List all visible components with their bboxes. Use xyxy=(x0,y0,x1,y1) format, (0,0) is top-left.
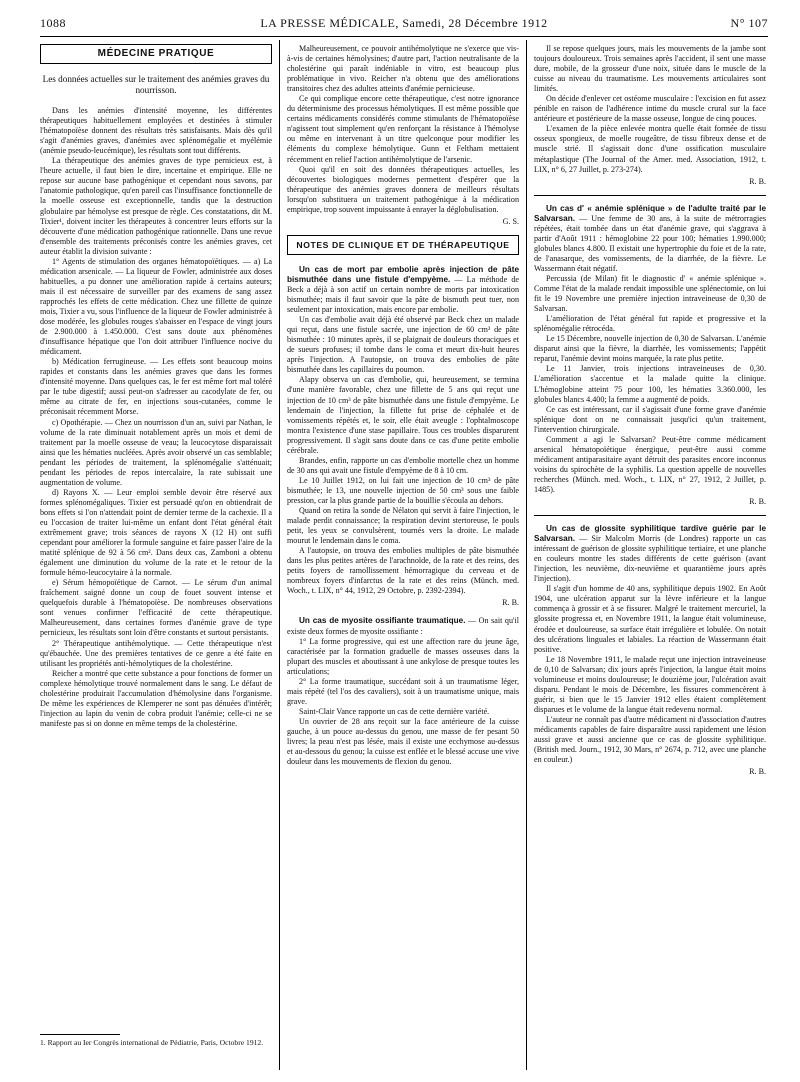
paragraph: Malheureusement, ce pouvoir antihémolytique ne s'exerce que vis-à-vis de certaines hémolysines; d'autre part, l'action neutralisante de la cholestérine qui paraît indéniable in vitro, est beaucoup plus problématique in vivo. Reicher n'a obtenu que des améliorations transitoires chez des adultes atteints d'anémie pernicieuse. xyxy=(287,44,519,94)
paragraph: Ce qui complique encore cette thérapeutique, c'est notre ignorance du déterminisme des processus hémolytiques. Il est même possible que certains médicaments considérés comme stimulants de l'hématopoïèse n'agissent tout simplement qu'en renforçant la résistance à l'hémolyse ou même en intervenant à un titre quelconque pour modifier les éléments du complexe hémolytique. Gunn et Feltham mettaient récemment en relief l'action antihémolytique de l'arsenic. xyxy=(287,94,519,164)
paragraph: — La méthode de Beck a déjà à son actif un certain nombre de morts par intoxication bismuthée; mais il faut savoir que la pâte de bismuth peut tuer, non seulement par intoxication, mais encore par embolie. xyxy=(287,274,519,315)
paragraph: Quand on retira la sonde de Nélaton qui servit à faire l'injection, le malade perdit connaissance; la respiration devint stertoreuse, le pouls petit, les yeux se convulsèrent, tournés vers la droite. Le malade mourut le lendemain dans le coma. xyxy=(287,506,519,546)
section-title: NOTES DE CLINIQUE ET DE THÉRAPEUTIQUE xyxy=(287,235,519,255)
issue-number: N° 107 xyxy=(730,16,768,30)
paragraph: Un ouvrier de 28 ans reçoit sur la face antérieure de la cuisse gauche, à un pouce au-dessus du genou, une masse de fer pesant 50 livres; la peau n'est pas lésée, mais il existe une ecchymose au-dessus et au-dessous du genou; la cuisse est enflée et le blessé accuse une vive douleur dans les mouvements de flexion du genou. xyxy=(287,716,519,767)
paragraph: 2° La forme traumatique, succédant soit à un traumatisme léger, mais répété (tel l'os des cavaliers), soit à un traumatisme unique, mais grave. xyxy=(287,676,519,706)
paragraph: Comment a agi le Salvarsan? Peut-être comme médicament arsenical hématopoïétique énergique, peut-être aussi comme médicament antiparasitaire ayant détruit des parasites encore inconnus voisins du spirochète de la syphilis. La question appelle de nouvelles recherches (Münch. med. Woch., t. LIX, n° 27, 1912, 2 Juillet, p. 1485). xyxy=(534,434,766,494)
paragraph: La thérapeutique des anémies graves de type pernicieux est, à l'heure actuelle, il faut bien le dire, incertaine et empirique. Elle ne repose sur aucune base pathogénique et cependant nous savons, par l'anatomie pathologique, qu'en pareil cas l'insuffisance fonctionnelle de la moelle osseuse est exceptionnelle, tandis que la destruction globulaire par hémolyse est presque de règle. Ces constatations, dit M. Tixier¹, doivent inciter les thérapeutes à concentrer leurs efforts sur la découverte d'une médication pathogénique rationnelle. Dans une revue d'ensemble des traitements préconisés contre les anémies graves, cet auteur établit la division suivante : xyxy=(40,156,272,256)
signature: R. B. xyxy=(502,598,519,608)
paragraph: L'auteur ne connaît pas d'autre médicament ni d'association d'autres médicaments capables de faire disparaître aussi rapidement une lésion aussi grave et aussi ancienne que ce cas de glossite syphilitique. (British med. Journ., 1912, 30 Mars, n° 2674, p. 712, avec une planche en couleur.) xyxy=(534,714,766,765)
paragraph: Reicher a montré que cette substance a pour fonctions de former un complexe hémolytique trouvé normalement dans le sang. Le défaut de cholestérine produirait l'accumulation d'hémolysine dans l'organisme. De même les expériences de Klemperer ne sont pas dénuées d'intérêt; l'injection au lapin du venin de cobra produit l'anémie; celle-ci ne se manifeste pas si on donne en même temps de la cholestérine. xyxy=(40,668,272,728)
article-heading: Un cas de glossite syphilitique tardive guérie par le Salvarsan. xyxy=(534,524,766,544)
paragraph: Dans les anémies d'intensité moyenne, les différentes thérapeutiques habituellement employées et destinées à stimuler l'hématopoïèse donnent des résultats très satisfaisants. Mais dès qu'il s'agit d'anémies graves, d'anémies avec splénomégalie et myélémie (anémie pseudo-leucémique), les résultats sont tout différents. xyxy=(40,106,272,156)
article-separator xyxy=(534,195,766,196)
paragraph: — Sir Malcolm Morris (de Londres) rapporte un cas intéressant de guérison de glossite syphilitique tertiaire, et une planche en couleurs montre les stades différents de cette guérison (avant l'injection, les neuvième, dix-neuvième et quarantième jours après l'injection). xyxy=(534,534,766,584)
paragraph: Il s'agit d'un homme de 40 ans, syphilitique depuis 1902. En Août 1904, une ulcération apparut sur la lèvre inférieure et la langue commença à grossir et à se fissurer. Malgré le traitement mercuriel, la glossite progressa et, en Novembre 1911, la langue était volumineuse, érodée et douloureuse, sa surface était irrégulière et lobulée. On notait des ulcérations linguales et labiales. La réaction de Wassermann était positive. xyxy=(534,584,766,654)
article-title: Les données actuelles sur le traitement des anémies graves du nourrisson. xyxy=(42,74,270,96)
page-header xyxy=(40,14,768,34)
footnote: 1. Rapport au Ier Congrès international de Pédiatrie, Paris, Octobre 1912. xyxy=(40,1038,264,1047)
paragraph: Saint-Clair Vance rapporte un cas de cette dernière variété. xyxy=(299,706,490,716)
article-separator xyxy=(534,515,766,516)
paragraph: e) Sérum hémopoïétique de Carnot. — Le sérum d'un animal fraîchement saigné donne un coup de fouet souvent intense et quelquefois durable à l'hématopoïèse. De nombreuses observations sont venues confirmer l'efficacité de cette thérapeutique. Malheureusement, dans certaines formes d'anémie grave de type pernicieux, les résultats sont loin d'être constants et surtout persistants. xyxy=(40,578,272,638)
journal-title: LA PRESSE MÉDICALE, Samedi, 28 Décembre 1912 xyxy=(260,16,548,30)
signature: R. B. xyxy=(749,497,766,507)
paragraph: Le 10 Juillet 1912, on lui fait une injection de 10 cm³ de pâte bismuthée; le 13, une nouvelle injection de 50 cm³ sous une faible pression, car la plus grande partie de la bouillie s'écoula au dehors. xyxy=(287,475,519,505)
paragraph: Le 18 Novembre 1911, le malade reçut une injection intraveineuse de 0,10 de Salvarsan; dix jours après l'injection, la langue était moins volumineuse et moins douloureuse; le douzième jour, l'ulcération avait disparu. Pendant le mois de Décembre, les fissures commencèrent à guérir, si bien que le 15 Janvier 1912 elles étaient complètement disparues et le volume de la langue était redevenu normal. xyxy=(534,654,766,714)
column-2 xyxy=(287,44,519,1079)
paragraph: L'examen de la pièce enlevée montra quelle était formée de tissu osseux spongieux, de moelle rougeâtre, de tissu fibreux dense et de muscle strié. Il s'agissait donc d'une ossification musculaire métaplastique (The Journal of the Amer. med. Association, 1912, t. LIX, n° 6, 27 Juillet, p. 273-274). xyxy=(534,124,766,174)
signature: R. B. xyxy=(749,176,766,186)
header-rule xyxy=(40,36,768,37)
paragraph: b) Médication ferrugineuse. — Les effets sont beaucoup moins rapides et constants dans les anémies graves que dans les formes d'intensité moyenne. Dans quelques cas, le fer est même fort mal toléré par le tube digestif; aussi peut-on s'adresser au cacodylate de fer, ou même au citrate de fer, en injections sous-cutanées, comme le préconisait récemment Morse. xyxy=(40,357,272,417)
paragraph: 2° Thérapeutique antihémolytique. — Cette thérapeutique n'est qu'ébauchée. Une des premières tentatives de ce genre a été faite en utilisant les propriétés anti-hémolytiques de la cholestérine. xyxy=(40,638,272,668)
paragraph: — Une femme de 30 ans, à la suite de métrorragies répétées, était tombée dans un état d'anémie grave, qui s'aggrava à partir d'Août 1911 : hémoglobine 22 pour 100; hématies 1.990.000; globules blancs 4.800. Il existait une hypertrophie du foie et de la rate, de l'anasarque, des vomissements, de la diarrhée, de la fièvre. Le Wassermann était négatif. xyxy=(534,213,766,273)
signature: R. B. xyxy=(749,767,766,777)
paragraph: Un cas d'embolie avait déjà été observé par Beck chez un malade qui reçut, dans une fistule sacrée, une injection de 60 cm³ de pâte bismuthée : 10 minutes après, il se plaignait de douleurs thoraciques et de sueurs profuses; il tombe dans le coma et meurt dix-huit heures après l'injection. A l'autopsie, on trouva des embolies de pâte bismuthée dans les capillaires du poumon. xyxy=(287,315,519,375)
paragraph: Le 11 Janvier, trois injections intraveineuses de 0,30. L'amélioration s'accentue et la malade quitte la clinique. L'hémoglobine atteint 75 pour 100, les hématies 3.360.000, les globules blancs 4.400; la femme a augmenté de poids. xyxy=(534,364,766,404)
paragraph: Il se repose quelques jours, mais les mouvements de la jambe sont toujours douloureux. Trois semaines après l'accident, il sent une masse dure, mobile, de la grosseur d'une noix, située dans le muscle de la cuisse au niveau du traumatisme. Les mouvements articulaires sont limités. xyxy=(534,44,766,94)
article-heading: Un cas de myosite ossifiante traumatique. xyxy=(299,616,466,626)
signature: G. S. xyxy=(502,216,519,226)
column-divider xyxy=(526,40,527,1070)
paragraph: c) Opothérapie. — Chez un nourrisson d'un an, suivi par Nathan, le volume de la rate diminuait notablement après un mois et demi de traitement par la moelle osseuse de veau; la leucocytose disparaissait ainsi que les hématies nucléées. Après avoir observé un cas semblable; pendant les périodes de traitement, la splénomégalie s'atténuait; pendant les périodes de repos intercalaire, la rate subissait une augmentation de volume. xyxy=(40,417,272,487)
paragraph: — On sait qu'il existe deux formes de myosite ossifiante : xyxy=(287,616,519,636)
paragraph: 1° Agents de stimulation des organes hématopoïétiques. — a) La médication arsenicale. — La liqueur de Fowler, administrée aux doses habituelles, a pu donner une amélioration rapide à certains auteurs; mais il est nécessaire de surveiller par des examens de sang assez rapprochés les effets de cette médication. Chez une fillette de quinze mois, Tixier a vu, sous l'influence de la liqueur de Fowler administrée à dose modérée, les globules rouges s'abaisser en l'espace de vingt jours de 2.900.000 à 1.450.000. C'est sans doute aux phénomènes d'insuffisance hépatique que l'on doit attribuer l'influence nocive du médicament. xyxy=(40,256,272,357)
paragraph: A l'autopsie, on trouva des embolies multiples de pâte bismuthée dans les plus petites artères de l'arachnoïde, de la rate et des reins, des petits foyers de ramollissement hémorragique du cerveau et de nombreux foyers d'infarctus de la rate et des reins (Münch. med. Woch., t. LIX, n° 44, 1912, 29 Octobre, p. 2392-2394). xyxy=(287,546,519,596)
section-title: MÉDECINE PRATIQUE xyxy=(40,44,272,64)
paragraph: Brandes, enfin, rapporte un cas d'embolie mortelle chez un homme de 30 ans qui avait une fistule d'empyème de 8 à 10 cm. xyxy=(287,455,519,475)
paragraph: L'amélioration de l'état général fut rapide et progressive et la splénomégalie rétrocéda. xyxy=(534,314,766,334)
paragraph: Alapy observa un cas d'embolie, qui, heureusement, se termina d'une manière favorable, chez une fillette de 5 ans qui reçut une injection de 10 cm³ de pâte bismuthée dans une fistule d'empyème. Le lendemain de l'injection, la fillette fut prise de céphalée et de vomissements répétés et, le soir, elle était aveugle : l'ophtalmoscope montra l'existence d'une stase papillaire. Tous ces troubles disparurent progressivement. Il s'agit sans doute dans ce cas d'une petite embolie cérébrale. xyxy=(287,375,519,455)
paragraph: Ce cas est intéressant, car il s'agissait d'une forme grave d'anémie splénique dont on ne connaissait jusqu'ici qu'un traitement, l'intervention chirurgicale. xyxy=(534,404,766,434)
column-divider xyxy=(279,40,280,1070)
paragraph: d) Rayons X. — Leur emploi semble devoir être réservé aux formes splénomégaliques. Tixier est persuadé qu'on en obtiendrait de bons effets si l'on n'attendait point de dernier terme de la cachexie. Il a eu l'occasion de traiter lui-même un enfant dont l'état général était extrêmement grave; trois séances de rayons X (12 H) ont suffi cependant pour améliorer la formule sanguine et faire passer l'aire de la matité splénique de 92 à 56 cm². Dans deux cas, Zamboni a obtenu également une diminution du volume de la rate et le retour de la formule hémo-leucocytaire à la normale. xyxy=(40,487,272,578)
paragraph: Percussia (de Milan) fit le diagnostic d' « anémie splénique ». Comme l'état de la malade rendait impossible une splénectomie, on lui fit le 19 Novembre une première injection intraveineuse de 0,30 de Salvarsan. xyxy=(534,273,766,314)
paragraph: On décide d'enlever cet ostéome musculaire : l'excision en fut assez pénible en raison de l'adhérence intime du muscle crural sur la face antérieure et postérieure de la masse osseuse, longue de cinq pouces. xyxy=(534,94,766,124)
column-1 xyxy=(40,44,272,1034)
paragraph: Quoi qu'il en soit des données thérapeutiques actuelles, les découvertes biologiques modernes permettent d'espérer que la thérapeutique des anémies graves donnera de meilleurs résultats lorsqu'on substituera un traitement pathogénique à la médication empirique, trop souvent impuissante à enrayer la déglobulisation. xyxy=(287,164,519,214)
article-heading: Un cas de mort par embolie après injection de pâte bismuthée dans une fistule d'empyème. xyxy=(287,264,519,284)
paragraph: 1° La forme progressive, qui est une affection rare du jeune âge, caractérisée par la formation graduelle de masses osseuses dans la plupart des muscles et aboutissant à une ankylose de presque toutes les articulations; xyxy=(287,636,519,676)
page-number: 1088 xyxy=(40,16,66,30)
column-3 xyxy=(534,44,766,1079)
article-heading: Un cas d' « anémie splénique » de l'adulte traité par le Salvarsan. xyxy=(534,203,766,223)
footnote-rule xyxy=(40,1034,120,1035)
paragraph: Le 15 Décembre, nouvelle injection de 0,30 de Salvarsan. L'anémie disparut ainsi que la fièvre, la diarrhée, les vomissements; l'appétit reparut, l'anémie devint moins marquée, la rate plus petite. xyxy=(534,334,766,364)
